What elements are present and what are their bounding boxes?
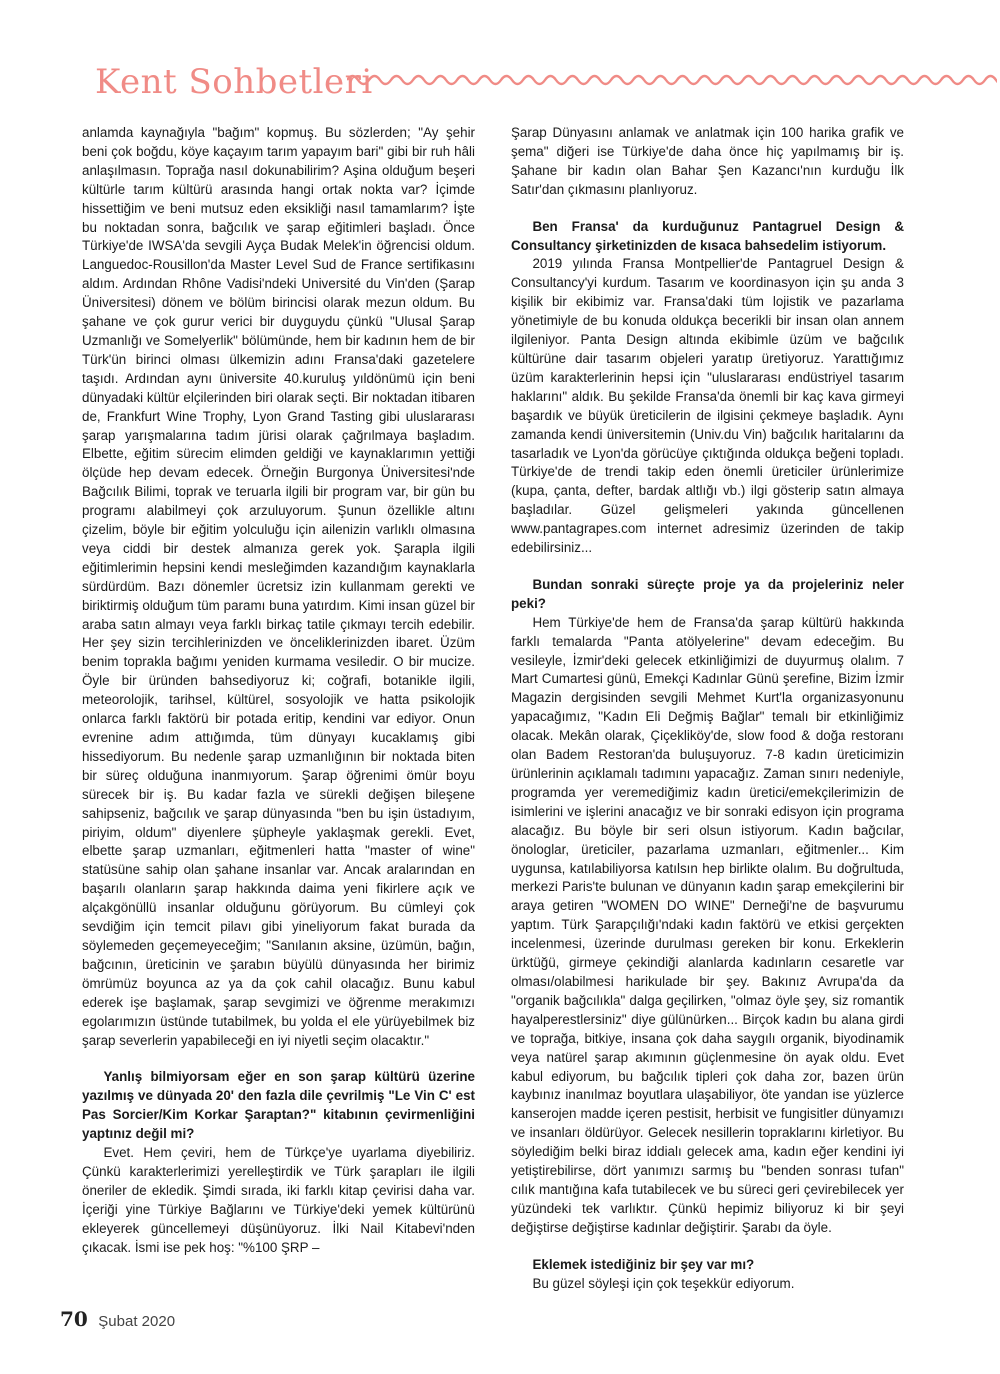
interview-question: Bundan sonraki süreçte proje ya da projeleriniz neler peki? <box>511 576 904 611</box>
body-paragraph: anlamda kaynağıyla "bağım" kopmuş. Bu sözlerden; "Ay şehir beni çok boğdu, köye kaçayım tarım yapayım bari" gibi bir ruh hâli anlaşılmasın. Toprağa nasıl dokunabilirim? Aşina olduğum beşeri kültürle tarım kültürü arasında hangi ortak nokta var? İçimde hissettiğim ve beni mutsuz eden eksikliği nasıl tamamlarım? İşte bu noktadan sonra, bağcılık ve şarap eğitimleri başladı. Önce Türkiye'de IWSA'da sevgili Ayça Budak Melek'in öğrencisi oldum. Languedoc-Rousillon'da Master Level Sud de France sertifikasını aldım. Ardından Rhône Vadisi'ndeki Université du Vin'den (Şarap Üniversitesi) dönem ve bölüm birincisi olarak mezun oldum. Bu şahane ve çok gurur verici bir duyguydu çünkü "Ulusal Şarap Uzmanlığı ve Somelyerlik" bölümünde, hem bir kadının hem de bir Türk'ün birinci olması ülkemizin adını Fransa'daki gazetelere taşıdı. Ardından aynı üniversite 40.kuruluş yıldönümü için beni dünyadaki kültür elçilerinden biri olarak seçti. Bir noktadan itibaren de, Frankfurt Wine Trophy, Lyon Grand Tasting gibi uluslararası şarap yarışmalarına tadım jürisi olarak çağrılmaya başladım. Elbette, eğitim sürecim elimden geldiği ve kaynaklarımın yettiği ölçüde hep devam edecek. Örneğin Burgonya Üniversitesi'nde Bağcılık Bilimi, toprak ve teruarla ilgili bir program var, bir gün bu programı alabilmeyi çok arzuluyorum. Şunun özellikle altını çizelim, böyle bir eğitim yolculuğu için ailenizin varlıklı olmasına veya ciddi bir destek almanıza gerek yok. Şarapla ilgili eğitimlerimin hepsini kendi mesleğimden kazandığım kaynaklarla sürdürdüm. Bazı dönemler ücretsiz izin kullanmam gerekti ve biriktirmiş olduğum tüm paramı buna yatırdım. Kimi insan güzel bir araba satın almayı veya farklı birkaç tatile çıkmayı tercih edebilir. Her şey sizin tercihlerinizden ve önceliklerinizden ibaret. Üzüm benim toprakla bağımı yeniden kurmama vesiledir. O bir mucize. Öyle bir üründen bahsediyoruz ki; coğrafi, botanikle ilgili, meteorolojik, tarihsel, kültürel, sosyolojik ve hatta psikolojik onlarca farklı faktörü bir potada eritip, kendini var ediyor. Onun evrenine adım attığımda, tüm dünyayı kucaklamış gibi hissediyorum. Bu nedenle şarap uzmanlığının bir noktada biten bir süreç olduğuna inanmıyorum. Şarap öğrenimi ömür boyu sürecek bir iş. Bu kadar fazla ve sürekli değişen bileşene sahipseniz, bağcılık ve şarap dünyasında "ben bu işin üstadıyım, piriyim, oldum" diyenlere şüpheyle yaklaşmak gerekli. Evet, elbette şarap uzmanları, eğitmenleri hatta "master of wine" statüsüne sahip olan şahane insanlar var. Ancak aralarından en başarılı olanların şarap hakkında daima yeni fikirlere açık ve alçakgönüllü insanlar olduğunu görüyorum. Bu cümleyi çok sevdiğim için temcit pilavı gibi yineliyorum fakat burada da söylemeden geçemeyeceğim; "Sanılanın aksine, üzümün, bağın, bağcının, üreticinin ve şarabın büyülü dünyasında her birimiz ömrümüz boyunca az ya da çok cahil olacağız. Bunu kabul ederek işe başlamak, şarap sevgimizi ve öğrenme merakımızı egolarımızın üstünde tutabilmek, bu yolda el ele yürüyebilmek biz şarap severlerin yapabileceği en iyi niyetli seçim olacaktır." <box>82 125 475 1048</box>
interview-answer: Hem Türkiye'de hem de Fransa'da şarap kültürü hakkında farklı temalarda "Panta atölyelerine" devam edeceğim. Bu vesileyle, İzmir'deki gelecek etkinliğimizi de duyurmuş olalım. 7 Mart Cumartesi günü, Emekçi Kadınlar Günü şerefine, Bizim İzmir Magazin dergisinden sevgili Mehmet Kurt'la organizasyonunu yapacağımız, "Kadın Eli Değmiş Bağlar" temalı bir etkinliğimiz olacak. Mekân olarak, Çiçekliköy'de, slow food & doğa restoranı olan Badem Restoran'da buluşuyoruz. 7-8 kadın üreticimizin ürünlerinin açıklamalı tadımını yapacağız. Zaman sınırı nedeniyle, programda yer veremediğimiz kadın üretici/emekçilerimizin de isimlerini ve işlerini anacağız ve bir sonraki edisyon için programa alacağız. Bu böyle bir seri olsun istiyorum. Kadın bağcılar, önologlar, üreticiler, pazarlama uzmanları, eğitmenler... Kim uygunsa, katılabiliyorsa katılsın hep birlikte olalım. Bu doğrultuda, merkezi Paris'te bulunan ve dünyanın kadın şarap emekçilerini bir araya getiren "WOMEN DO WINE" Derneği'ne de başvurumu yaptım. Türk Şarapçılığı'ndaki kadın faktörü ve etkisi gerçekten incelenmesi, üzerinde durulması gereken bir konu. Erkeklerin ürktüğü, girmeye çekindiği alanlarda kadınların cesaretle var olması/olabilmesi harikulade bir şey. Bakınız Avrupa'da da "organik bağcılıkla" dalga geçilirken, "olmaz öyle şey, siz romantik hayalperestlersiniz" diye gülünürken... Birçok kadın bu alana girdi ve toprağa, bitkiye, insana çok daha saygılı organik, biyodinamik veya natürel şarap akımının güçlenmesine ön ayak oldu. Evet kabul ediyorum, bu bağcılık tipleri çok daha zor, bazen ürün kaybınız inanılmaz boyutlara ulaşabiliyor, öte yandan ise yüzlerce kanserojen madde içeren pestisit, herbisit ve fungisitler dünyamızı ve insanları öldürüyor. Gelecek nesillerin topraklarını kirletiyor. Bu söylediğim belki biraz iddialı gelecek ama, kadın eğer kendini iyi yetiştirebilirse, dört yanımızı sarmış bu "benden sonrası tufan" cılık mantığına kafa tutabilecek ve bu süreci geri çevirebilecek yer yüzündeki tek varlıktır. Çünkü hepimiz biliyoruz ki bir şeyi değiştirse değiştirse kadınlar değiştirir. Şarabı da öyle. <box>511 614 904 1235</box>
wave-divider-icon <box>347 68 997 92</box>
interview-question: Eklemek istediğiniz bir şey var mı? <box>532 1256 755 1272</box>
issue-date: Şubat 2020 <box>98 1313 176 1330</box>
left-column <box>82 124 475 1257</box>
section-title: Kent Sohbetleri <box>95 62 373 102</box>
page-footer <box>60 1307 175 1331</box>
right-column <box>511 124 904 1293</box>
interview-answer: Bu güzel söyleşi için çok teşekkür ediyorum. <box>532 1275 795 1291</box>
interview-answer: Evet. Hem çeviri, hem de Türkçe'ye uyarlama diyebiliriz. Çünkü karakterlerimizi yerelleştirdik ve Türk şarapları ile ilgili öneriler de ekledik. Şimdi sırada, iki farklı kitap çevirisi daha var. İçeriği yine Türkiye Bağlarını ve Türkiye'deki yemek kültürünü ekleyerek güncellemeyi düşünüyoruz. İlki Nail Kitabevi'nden çıkacak. İsmi ise pek hoş: "%100 ŞRP – <box>82 1145 475 1255</box>
interview-answer: 2019 yılında Fransa Montpellier'de Pantagruel Design & Consultancy'yi kurdum. Tasarım ve koordinasyon için şu anda 3 kişilik bir ekibimiz var. Fransa'daki tüm lojistik ve pazarlama yönetimiyle de bu konuda oldukça becerikli bir insan olan annem ilgileniyor. Panta Design altında ekibimle üzüm ve bağcılık kültürüne dair tasarım objeleri yaratıp üretiyoruz. Yarattığımız üzüm karakterlerinin hepsi için "uluslararası endüstriyel tasarım haklarını" aldık. Bu şekilde Fransa'da önemli bir kaç kava girmeyi başardık ve büyük üreticilerin de ilgisini çekmeye başladık. Aynı zamanda kendi üniversitemin (Univ.du Vin) bağcılık haritalarını da tasarladık ve Lyon'da görücüye çıktığında oldukça beğeni topladı. Türkiye'de de trendi takip eden önemli üreticiler ürünlerimize (kupa, çanta, defter, bardak altlığı vb.) ilgi gösterip satın almaya başladılar. Güzel gelişmeleri yakında güncellenen www.pantagrapes.com internet adresimiz üzerinden de takip edebilirsiniz... <box>511 256 904 556</box>
body-paragraph: Şarap Dünyasını anlamak ve anlatmak için 100 harika grafik ve şema" diğeri ise Türkiye'de daha önce hiç yapılmamış bir iş. Şahane bir kadın olan Bahar Şen Kazancı'nın kurduğu İlk Satır'dan çıkmasını planlıyoruz. <box>511 125 904 197</box>
page-number: 70 <box>60 1307 88 1331</box>
page-header <box>95 58 1000 118</box>
interview-question: Ben Fransa' da kurduğunuz Pantagruel Design & Consultancy şirketinizden de kısaca bahsedelim istiyorum. <box>511 218 904 253</box>
interview-question: Yanlış bilmiyorsam eğer en son şarap kültürü üzerine yazılmış ve dünyada 20' den fazla dile çevrilmiş "Le Vin C' est Pas Sorcier/Kim Korkar Şaraptan?" kitabının çevirmenliğini yaptınız değil mi? <box>82 1069 475 1142</box>
